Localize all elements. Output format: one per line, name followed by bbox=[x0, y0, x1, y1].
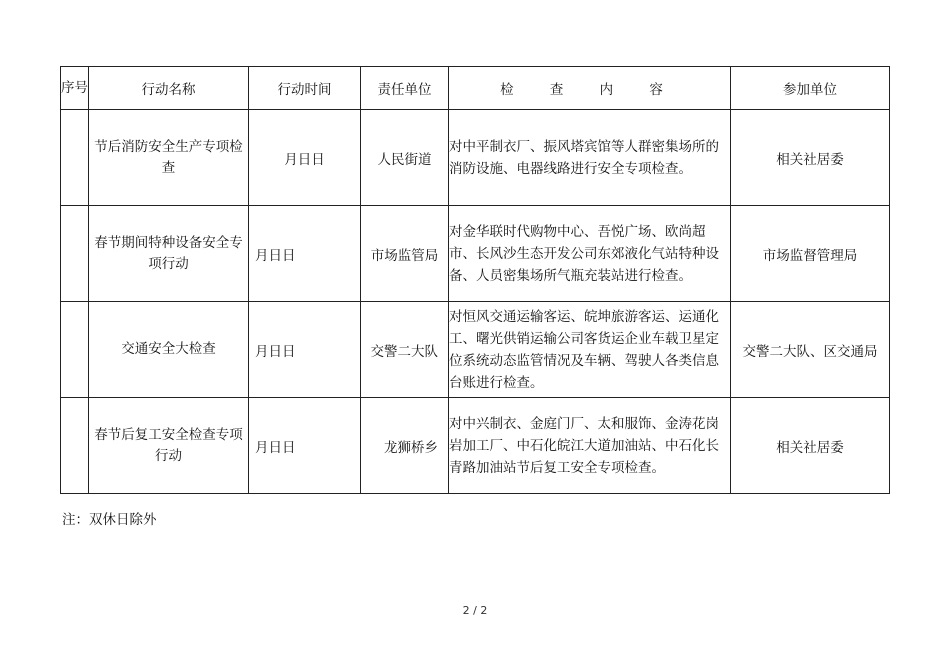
row-inspection-content: 对中平制衣厂、振风塔宾馆等人群密集场所的消防设施、电器线路进行安全专项检查。 bbox=[449, 110, 731, 206]
header-inspection-content: 检 查 内 容 bbox=[449, 67, 731, 110]
row-participating-units: 市场监督管理局 bbox=[731, 206, 890, 302]
row-responsible-unit: 龙狮桥乡 bbox=[361, 398, 449, 494]
row-action-name: 春节后复工安全检查专项行动 bbox=[89, 398, 249, 494]
table-row bbox=[61, 302, 890, 398]
row-index bbox=[61, 206, 89, 302]
table-header-row bbox=[61, 67, 890, 110]
row-inspection-content: 对恒风交通运输客运、皖坤旅游客运、运通化工、曙光供销运输公司客货运企业车载卫星定位系统动态监管情况及车辆、驾驶人各类信息台账进行检查。 bbox=[449, 302, 731, 398]
action-schedule-table bbox=[60, 66, 890, 494]
row-action-time: 月日日 bbox=[249, 302, 361, 398]
row-action-name: 节后消防安全生产专项检查 bbox=[89, 110, 249, 206]
table-row bbox=[61, 398, 890, 494]
row-index bbox=[61, 302, 89, 398]
table-row bbox=[61, 206, 890, 302]
header-action-time: 行动时间 bbox=[249, 67, 361, 110]
page-indicator: 2 / 2 bbox=[462, 604, 488, 617]
row-responsible-unit: 人民街道 bbox=[361, 110, 449, 206]
row-action-time: 月日日 bbox=[249, 398, 361, 494]
row-action-time: 月日日 bbox=[249, 110, 361, 206]
row-participating-units: 交警二大队、区交通局 bbox=[731, 302, 890, 398]
header-index: 序号 bbox=[61, 67, 89, 110]
header-responsible-unit: 责任单位 bbox=[361, 67, 449, 110]
header-action-name: 行动名称 bbox=[89, 67, 249, 110]
row-responsible-unit: 交警二大队 bbox=[361, 302, 449, 398]
table-row bbox=[61, 110, 890, 206]
row-inspection-content: 对中兴制衣、金庭门厂、太和服饰、金涛花岗岩加工厂、中石化皖江大道加油站、中石化长青路加油站节后复工安全专项检查。 bbox=[449, 398, 731, 494]
row-participating-units: 相关社居委 bbox=[731, 110, 890, 206]
row-inspection-content: 对金华联时代购物中心、吾悦广场、欧尚超市、长风沙生态开发公司东郊液化气站特种设备、人员密集场所气瓶充装站进行检查。 bbox=[449, 206, 731, 302]
row-index bbox=[61, 398, 89, 494]
row-index bbox=[61, 110, 89, 206]
row-responsible-unit: 市场监管局 bbox=[361, 206, 449, 302]
row-action-name: 春节期间特种设备安全专项行动 bbox=[89, 206, 249, 302]
footnote: 注：双休日除外 bbox=[62, 512, 157, 528]
header-participating-units: 参加单位 bbox=[731, 67, 890, 110]
row-action-name: 交通安全大检查 bbox=[89, 302, 249, 398]
row-participating-units: 相关社居委 bbox=[731, 398, 890, 494]
row-action-time: 月日日 bbox=[249, 206, 361, 302]
